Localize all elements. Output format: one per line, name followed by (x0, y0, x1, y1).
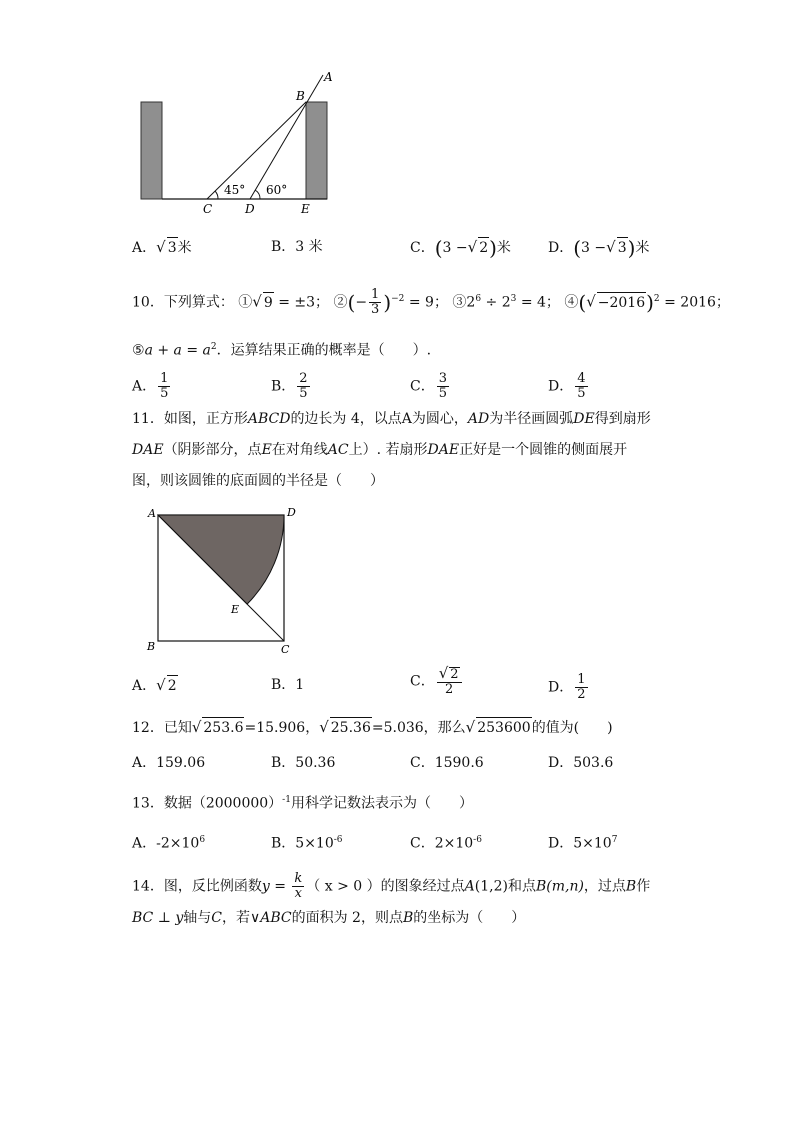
q10-e4-exp: 2 (653, 293, 660, 304)
fig11-label-D: D (287, 506, 296, 519)
q10-circle-4: ④ (564, 294, 579, 311)
q10-stem-line2 (132, 337, 431, 361)
q10-e3-a: 2 (466, 294, 476, 311)
q12-option-c[interactable] (410, 753, 484, 773)
q10-stem-start: 10．下列算式： (132, 294, 234, 311)
q14-l2-d: 轴与 (183, 910, 212, 926)
q14-B-coords: (m,n) (546, 878, 584, 895)
q14-l2-e: C (211, 910, 222, 926)
q13-d-base: 5×10 (573, 835, 612, 852)
q12-value-1: =15.906， (244, 720, 320, 736)
q11-b-text: B．1 (271, 677, 305, 693)
q9-option-c[interactable]: C．(3 −√ 2)米 (410, 236, 511, 260)
q11-a-label: A． (132, 678, 157, 694)
q14-pre: 14．图，反比例函数 (132, 878, 262, 895)
q11-d-label: D． (548, 679, 574, 696)
q14-l2-c: y (175, 910, 184, 926)
q10-d-fraction (575, 372, 587, 401)
q11-c-den: 2 (445, 682, 454, 697)
q13-stem (132, 790, 473, 814)
q10-e3-a-exp: 6 (475, 293, 482, 304)
q11-l2-b: （阴影部分，点 (163, 442, 262, 458)
q10-e2-num: 1 (371, 287, 380, 302)
q10-c-fraction (437, 372, 449, 401)
q9-option-a[interactable]: A．√ 3米 (132, 238, 192, 256)
building-figure (130, 68, 350, 218)
q10-e2-rest: = 9； (404, 294, 448, 311)
label-C: C (203, 202, 213, 216)
q14-eq: = (269, 878, 291, 895)
q10-b-fraction (297, 372, 309, 401)
q13-c-base: 2×10 (434, 835, 474, 852)
q10-d-num: 4 (577, 371, 586, 386)
q11-l1-b: ABCD (247, 411, 291, 427)
q12-option-b[interactable] (271, 753, 335, 773)
q11-stem-line1 (132, 409, 651, 429)
q12-radicand-3: 253600 (476, 717, 531, 738)
q11-d-den: 2 (577, 687, 586, 702)
q13-c-exp: -6 (473, 835, 482, 845)
q10-option-a[interactable] (132, 372, 172, 401)
q14-point-A: A (464, 878, 475, 895)
q10-e1-rest: = ±3； (273, 294, 330, 311)
q12-d-text: D．503.6 (548, 755, 614, 771)
q14-l2-j: 的坐标为（ ） (413, 910, 526, 926)
q10-e2-den: 3 (371, 302, 380, 317)
q10-c-den: 5 (438, 386, 447, 401)
q9-a-label: A． (132, 240, 157, 256)
q10-b-num: 2 (299, 371, 308, 386)
q14-k: k (294, 871, 303, 886)
q13-option-a[interactable] (132, 830, 205, 854)
line-CB (207, 102, 306, 199)
left-building (141, 102, 162, 199)
q9-c-pre: 3 − (442, 240, 468, 256)
q11-l2-f: 上）. 若扇形 (348, 442, 428, 458)
q12-post: 的值为( ) (531, 720, 613, 736)
q9-a-radicand: 3 (167, 237, 178, 258)
q11-c-radicand: 2 (450, 667, 459, 682)
q11-l1-i: 得到扇形 (594, 411, 651, 427)
q13-d-label: D． (548, 835, 574, 852)
q13-b-base: 5×10 (295, 835, 334, 852)
q9-c-unit: 米 (496, 240, 511, 256)
q10-e3-rest: = 4； (516, 294, 560, 311)
q10-d-label: D． (548, 378, 574, 395)
q10-c-num: 3 (438, 371, 447, 386)
q13-a-label: A． (132, 835, 157, 852)
label-D: D (245, 202, 255, 216)
label-A: A (324, 70, 333, 84)
q11-l1-g: 为半径画圆弧 (489, 411, 574, 427)
q10-circle-3: ③ (452, 294, 467, 311)
q14-l2-h: 的面积为 2，则点 (291, 910, 403, 926)
q11-stem-line2 (132, 440, 627, 460)
q11-l2-g: DAE (427, 442, 460, 458)
q13-option-c[interactable] (410, 830, 482, 854)
q11-l2-e: AC (327, 442, 349, 458)
q14-A-coords: (1,2) (474, 878, 508, 895)
q14-l2-i: B (402, 910, 414, 926)
q14-cond: （ x > 0 ）的图象经过点 (306, 878, 465, 895)
q10-b-label: B． (271, 378, 296, 395)
q11-l1-a: 11．如图，正方形 (132, 411, 248, 427)
q11-l2-d: 在对角线 (271, 442, 328, 458)
q13-exponent: -1 (282, 795, 291, 805)
q10-e3-b: 2 (501, 294, 511, 311)
q9-d-label: D． (548, 240, 574, 256)
q10-e3-op: ÷ (481, 294, 502, 311)
q12-stem: 12．已知√ 253.6=15.906，√ 25.36=5.036，那么√ 253600的值为( ) (132, 718, 613, 736)
q13-pre: 13．数据（2000000） (132, 795, 283, 812)
q11-d-num: 1 (577, 672, 586, 687)
q10-e4-radicand: −2016 (597, 292, 646, 313)
q14-l2-b: ⊥ (153, 910, 176, 926)
q10-a-num: 1 (160, 371, 169, 386)
q14-k-over-x (292, 872, 304, 901)
q11-option-b[interactable] (271, 675, 304, 695)
q10-e3-b-exp: 3 (510, 293, 517, 304)
angle-arc-60 (255, 190, 260, 199)
q11-c-num: √ 2 (437, 666, 462, 683)
q13-post: 用科学记数法表示为（ ） (290, 795, 473, 812)
q12-pre: 12．已知 (132, 720, 192, 736)
q11-c-label: C． (410, 673, 435, 690)
q11-l2-h: 正好是一个圆锥的侧面展开 (459, 442, 628, 458)
q14-stem-line2 (132, 908, 525, 928)
q10-e4-rest: = 2016； (659, 294, 730, 311)
q12-option-a[interactable] (132, 753, 205, 773)
q10-option-d[interactable] (548, 372, 590, 401)
fig11-label-A: A (148, 507, 156, 520)
q12-value-2: =5.036，那么 (371, 720, 466, 736)
q14-y: y (261, 878, 270, 895)
angle-45-label: 45° (224, 183, 246, 197)
q10-d-den: 5 (577, 386, 586, 401)
q10-e2-exp: −2 (391, 293, 405, 304)
q9-a-unit: 米 (177, 240, 192, 256)
q14-end: ，过点 (583, 878, 626, 895)
q10-a-label: A． (132, 378, 157, 395)
q12-b-text: B．50.36 (271, 755, 336, 771)
q13-a-base: -2×10 (156, 835, 200, 852)
square-sector-figure (140, 500, 310, 658)
q13-option-d[interactable] (548, 830, 617, 854)
q11-l2-c: E (261, 442, 272, 458)
q11-l1-d: A (401, 411, 412, 427)
q9-option-d[interactable]: D．(3 −√ 3)米 (548, 236, 650, 260)
q9-c-label: C． (410, 240, 435, 256)
q11-l3: 图，则该圆锥的底面圆的半径是（ ） (132, 473, 384, 489)
q13-c-label: C． (410, 835, 435, 852)
q9-d-pre: 3 − (581, 240, 607, 256)
q10-option-b[interactable] (271, 372, 312, 401)
q11-l1-c: 的边长为 4，以点 (290, 411, 402, 427)
q12-radicand-1: 253.6 (202, 717, 244, 738)
right-building (306, 102, 327, 199)
sector-DAE (158, 515, 284, 604)
q14-point-B2: B (625, 878, 637, 895)
q9-c-radicand: 2 (478, 237, 489, 258)
q13-option-b[interactable] (271, 830, 343, 854)
q10-a-den: 5 (160, 386, 169, 401)
q10-b-den: 5 (299, 386, 308, 401)
q13-d-exp: 7 (611, 835, 618, 845)
q11-l1-h: DE (573, 411, 595, 427)
q14-l2-a: BC (132, 910, 154, 926)
q11-option-d[interactable] (548, 673, 590, 702)
q10-circle-5: ⑤ (132, 342, 145, 359)
q14-and: 和点 (507, 878, 536, 895)
q14-zuo: 作 (636, 878, 651, 895)
q11-option-a[interactable]: A．√ 2 (132, 676, 177, 694)
q10-stem-line1: 10．下列算式： ①√ 9 = ±3； ②(− $\frac{1}{3}$ )$^{-2}$ = 9； $③2^6 \div 2^3 = 4$； ④(√ −2016)$^2$ = 2016； (132, 287, 730, 317)
q9-d-unit: 米 (635, 240, 650, 256)
q13-b-exp: -6 (333, 835, 343, 845)
q10-line2-rest: ．运算结果正确的概率是（ ）. (216, 342, 432, 359)
q13-b-label: B． (271, 835, 296, 852)
q11-option-c[interactable] (410, 666, 464, 697)
fig11-label-B: B (147, 640, 156, 653)
angle-arc-45 (215, 191, 218, 199)
q14-stem-line1 (132, 872, 650, 901)
q10-e1-radicand: 9 (263, 292, 274, 313)
label-B: B (296, 89, 305, 103)
q12-a-text: A．159.06 (132, 755, 206, 771)
fig11-label-C: C (281, 643, 290, 656)
label-E: E (301, 202, 310, 216)
q11-d-fraction (575, 673, 587, 702)
q14-point-B: B (535, 878, 547, 895)
q9-d-radicand: 3 (617, 237, 628, 258)
q11-a-radicand: 2 (167, 675, 178, 696)
q10-e5-expr: a + a = a (144, 342, 211, 359)
q9-b-text: B．3 米 (271, 239, 323, 255)
q13-a-exp: 6 (199, 835, 206, 845)
q10-option-c[interactable] (410, 372, 451, 401)
q11-l2-a: DAE (132, 442, 164, 458)
q12-radicand-2: 25.36 (330, 717, 372, 738)
q10-e5-exp: 2 (210, 342, 217, 352)
q14-x: x (294, 886, 302, 901)
fig11-label-E: E (231, 603, 240, 616)
q10-c-label: C． (410, 378, 435, 395)
q11-c-fraction (437, 666, 462, 697)
q14-l2-g: ∨ABC (249, 910, 292, 926)
q10-circle-2: ② (333, 294, 348, 311)
q10-circle-1: ① (238, 294, 253, 311)
q9-option-b[interactable] (271, 237, 323, 257)
q10-a-fraction (158, 372, 170, 401)
q11-l1-e: 为圆心， (411, 411, 468, 427)
q12-option-d[interactable] (548, 753, 613, 773)
q12-c-text: C．1590.6 (410, 755, 484, 771)
q11-l1-f: AD (467, 411, 490, 427)
q10-e2-fraction (369, 288, 381, 317)
q14-l2-f: ，若 (221, 910, 250, 926)
q11-stem-line3 (132, 471, 384, 491)
angle-60-label: 60° (266, 183, 288, 197)
